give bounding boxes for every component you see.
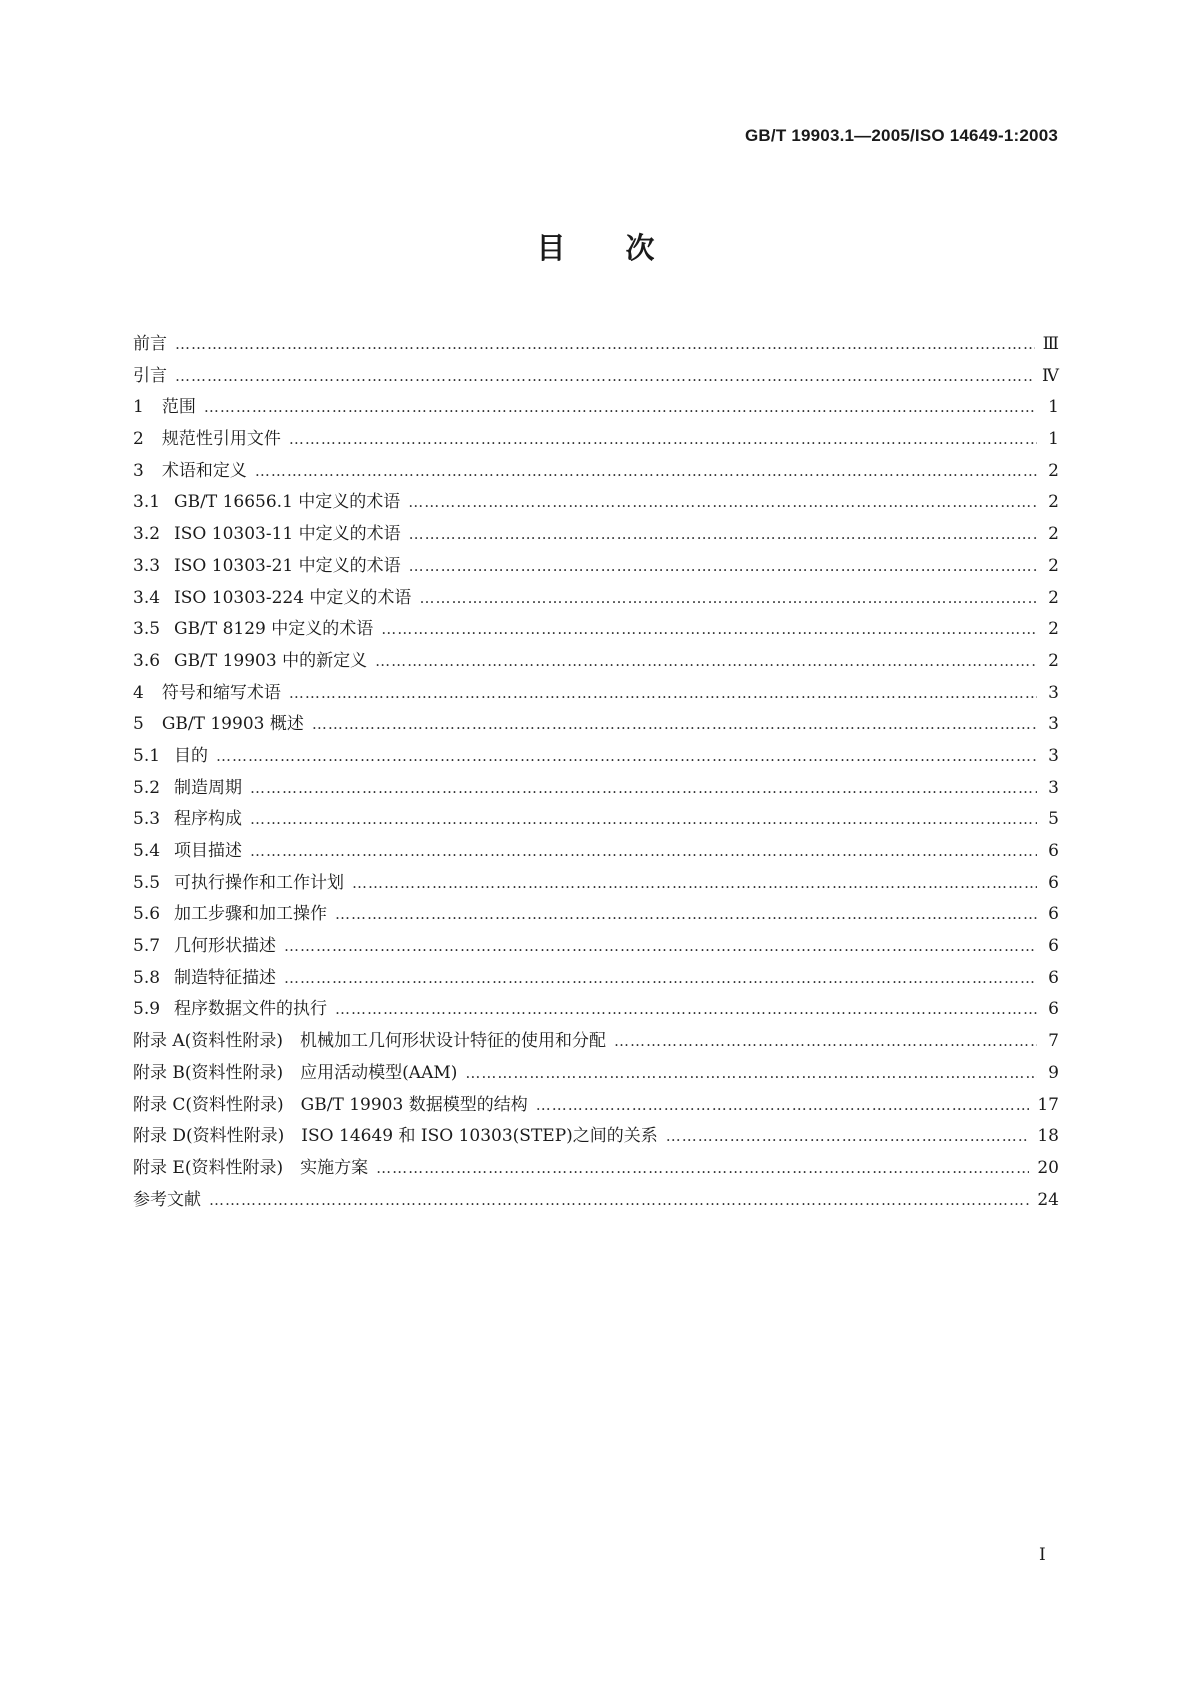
toc-entry[interactable]	[133, 1058, 1059, 1090]
toc-entry[interactable]	[133, 678, 1059, 710]
toc-entry-title: 附录 E(资料性附录) 实施方案	[133, 1157, 369, 1178]
toc-entry-page: 2	[1048, 619, 1059, 640]
toc-entry-title: GB/T 19903 中的新定义	[174, 650, 368, 671]
toc-entry-label	[133, 804, 250, 836]
toc-entry-page: 6	[1048, 841, 1059, 861]
toc-entry-page: 5	[1048, 809, 1059, 830]
toc-dot-leader	[465, 1058, 1037, 1090]
toc-entry-title: 程序构成	[174, 809, 243, 830]
toc-entry-title: 符号和缩写术语	[161, 682, 281, 703]
toc-entry[interactable]	[133, 741, 1059, 773]
toc-entry-title: 加工步骤和加工操作	[174, 904, 328, 925]
toc-entry-number: 5.5	[133, 872, 161, 893]
toc-entry-page: 2	[1048, 460, 1059, 481]
toc-dot-leader	[216, 741, 1037, 773]
toc-dot-leader	[666, 1121, 1030, 1153]
toc-entry-title: 范围	[161, 397, 196, 418]
toc-entry-label	[133, 773, 250, 805]
toc-entry[interactable]	[133, 994, 1059, 1026]
toc-entry-title: 附录 B(资料性附录) 应用活动模型(AAM)	[133, 1062, 458, 1083]
toc-entry-title: 规范性引用文件	[161, 429, 281, 450]
toc-entry-page: 20	[1037, 1157, 1059, 1178]
toc-entry-title: 附录 A(资料性附录) 机械加工几何形状设计特征的使用和分配	[133, 1031, 606, 1052]
toc-dot-leader	[381, 614, 1037, 646]
toc-entry-page: 2	[1048, 492, 1059, 513]
toc-entry-page: 2	[1048, 524, 1059, 545]
toc-entry-title: 可执行操作和工作计划	[174, 872, 345, 893]
toc-dot-leader	[250, 836, 1037, 868]
toc-entry-title: GB/T 19903 概述	[161, 714, 304, 735]
toc-entry-label	[133, 836, 250, 868]
toc-entry-number: 3.3	[133, 555, 161, 576]
toc-entry[interactable]	[133, 931, 1059, 963]
toc-entry-title: 制造特征描述	[174, 967, 277, 988]
toc-entry-page: 18	[1037, 1126, 1059, 1147]
toc-dot-leader	[614, 1026, 1037, 1058]
toc-entry[interactable]	[133, 614, 1059, 646]
toc-entry-page: 3	[1048, 777, 1059, 798]
toc-entry-title: 几何形状描述	[174, 936, 277, 957]
toc-entry[interactable]	[133, 709, 1059, 741]
toc-dot-leader	[175, 329, 1035, 361]
toc-dot-leader	[284, 931, 1037, 963]
toc-entry[interactable]	[133, 1026, 1059, 1058]
toc-dot-leader	[204, 392, 1037, 424]
toc-entry-page: Ⅲ	[1042, 334, 1059, 354]
toc-entry-label	[133, 931, 284, 963]
toc-entry-page: 6	[1048, 999, 1059, 1020]
toc-entry-title: GB/T 16656.1 中定义的术语	[174, 492, 401, 513]
toc-entry-label	[133, 424, 289, 456]
toc-entry-number: 5.6	[133, 904, 161, 925]
toc-entry[interactable]	[133, 1090, 1059, 1122]
toc-entry-number: 4	[133, 682, 144, 703]
toc-entry-page: 17	[1037, 1094, 1059, 1115]
toc-entry-number: 5.9	[133, 999, 161, 1020]
toc-entry-label	[133, 899, 335, 931]
toc-entry[interactable]	[133, 551, 1059, 583]
toc-dot-leader	[376, 1153, 1029, 1185]
toc-entry-page: 6	[1048, 967, 1059, 988]
toc-entry-label	[133, 1121, 666, 1153]
toc-entry-title: 目的	[174, 745, 209, 766]
toc-entry-page: 7	[1048, 1031, 1059, 1052]
toc-dot-leader	[209, 1185, 1029, 1217]
toc-entry-number: 3.1	[133, 492, 161, 513]
toc-entry-title: ISO 10303-21 中定义的术语	[174, 555, 401, 576]
toc-entry[interactable]	[133, 804, 1059, 836]
toc-entry-title: 术语和定义	[161, 460, 247, 481]
toc-dot-leader	[175, 361, 1034, 393]
toc-entry[interactable]	[133, 583, 1059, 615]
toc-dot-leader	[250, 804, 1037, 836]
toc-entry[interactable]	[133, 392, 1059, 424]
toc-entry[interactable]	[133, 329, 1059, 361]
toc-entry-number: 5.7	[133, 936, 161, 957]
toc-entry-page: Ⅳ	[1042, 365, 1059, 386]
toc-entry-label	[133, 456, 255, 488]
toc-entry-title: GB/T 8129 中定义的术语	[174, 619, 374, 640]
toc-entry[interactable]	[133, 1185, 1059, 1217]
toc-entry-label	[133, 519, 409, 551]
toc-entry-page: 24	[1037, 1189, 1059, 1210]
toc-entry-page: 3	[1048, 745, 1059, 766]
toc-entry-title: ISO 10303-224 中定义的术语	[174, 587, 412, 608]
toc-entry-title: 附录 C(资料性附录) GB/T 19903 数据模型的结构	[133, 1094, 528, 1115]
toc-entry[interactable]	[133, 1121, 1059, 1153]
toc-entry-label	[133, 329, 175, 361]
page-title: 目次	[536, 231, 715, 265]
toc-entry-label	[133, 709, 312, 741]
toc-entry-page: 3	[1048, 682, 1059, 703]
toc-entry[interactable]	[133, 424, 1059, 456]
toc-entry-title: 附录 D(资料性附录) ISO 14649 和 ISO 10303(STEP)之间的关系	[133, 1126, 658, 1147]
toc-entry-label	[133, 678, 289, 710]
toc-entry[interactable]	[133, 456, 1059, 488]
toc-dot-leader	[284, 963, 1037, 995]
toc-entry-number: 5.1	[133, 745, 161, 766]
toc-entry-page: 9	[1048, 1062, 1059, 1083]
toc-entry-page: 6	[1048, 872, 1059, 893]
toc-entry-page: 2	[1048, 587, 1059, 608]
toc-entry-label	[133, 1026, 614, 1058]
toc-entry[interactable]	[133, 487, 1059, 519]
table-of-contents	[133, 329, 1059, 1216]
toc-entry-label	[133, 1153, 376, 1185]
toc-entry-label	[133, 392, 204, 424]
toc-dot-leader	[409, 519, 1037, 551]
toc-dot-leader	[250, 773, 1037, 805]
toc-dot-leader	[409, 551, 1037, 583]
toc-entry-page: 1	[1048, 429, 1059, 450]
toc-entry[interactable]	[133, 361, 1059, 393]
toc-entry-number: 3.2	[133, 524, 161, 545]
toc-entry-number: 5.2	[133, 777, 161, 798]
toc-entry-label	[133, 614, 381, 646]
toc-entry-label	[133, 1185, 209, 1217]
toc-entry-label	[133, 1058, 465, 1090]
toc-entry-title: 参考文献	[133, 1189, 201, 1210]
toc-entry-page: 2	[1048, 650, 1059, 671]
toc-entry-number: 2	[133, 429, 144, 450]
toc-entry-label	[133, 487, 408, 519]
toc-entry-label	[133, 583, 419, 615]
toc-entry-number: 3.6	[133, 650, 161, 671]
toc-entry[interactable]	[133, 868, 1059, 900]
toc-dot-leader	[289, 678, 1037, 710]
toc-dot-leader	[335, 899, 1037, 931]
toc-entry-number: 3	[133, 460, 144, 481]
toc-entry-page: 1	[1048, 397, 1059, 418]
toc-entry[interactable]	[133, 899, 1059, 931]
toc-dot-leader	[408, 487, 1037, 519]
toc-entry[interactable]	[133, 519, 1059, 551]
toc-entry-label	[133, 361, 175, 393]
toc-entry-title: 程序数据文件的执行	[174, 999, 328, 1020]
toc-entry[interactable]	[133, 836, 1059, 868]
toc-entry-label	[133, 646, 375, 678]
standard-code-header: GB/T 19903.1—2005/ISO 14649-1:2003	[745, 126, 1058, 145]
toc-entry-title: 制造周期	[174, 777, 243, 798]
toc-entry-title: ISO 10303-11 中定义的术语	[174, 524, 401, 545]
toc-entry-title: 前言	[133, 334, 167, 354]
page-number: Ⅰ	[1039, 1545, 1046, 1565]
toc-dot-leader	[289, 424, 1037, 456]
toc-entry[interactable]	[133, 1153, 1059, 1185]
toc-entry-page: 6	[1048, 904, 1059, 925]
toc-dot-leader	[312, 709, 1037, 741]
toc-entry-page: 3	[1048, 714, 1059, 735]
toc-entry-number: 5.4	[133, 841, 161, 861]
toc-dot-leader	[375, 646, 1037, 678]
toc-entry-label	[133, 741, 216, 773]
toc-entry-page: 2	[1048, 555, 1059, 576]
toc-dot-leader	[536, 1090, 1030, 1122]
toc-entry-number: 5.8	[133, 967, 161, 988]
toc-entry-label	[133, 1090, 536, 1122]
toc-entry-label	[133, 994, 335, 1026]
toc-entry[interactable]	[133, 646, 1059, 678]
toc-entry-number: 1	[133, 397, 144, 418]
toc-entry-title: 引言	[133, 365, 167, 386]
toc-entry[interactable]	[133, 963, 1059, 995]
toc-entry-title: 项目描述	[174, 841, 243, 861]
toc-dot-leader	[335, 994, 1037, 1026]
toc-entry[interactable]	[133, 773, 1059, 805]
toc-entry-label	[133, 868, 352, 900]
toc-dot-leader	[255, 456, 1037, 488]
toc-entry-number: 3.4	[133, 587, 161, 608]
toc-entry-number: 3.5	[133, 619, 161, 640]
toc-entry-number: 5	[133, 714, 144, 735]
toc-dot-leader	[419, 583, 1037, 615]
toc-entry-label	[133, 551, 409, 583]
toc-entry-page: 6	[1048, 936, 1059, 957]
toc-entry-number: 5.3	[133, 809, 161, 830]
toc-dot-leader	[352, 868, 1037, 900]
toc-entry-label	[133, 963, 284, 995]
